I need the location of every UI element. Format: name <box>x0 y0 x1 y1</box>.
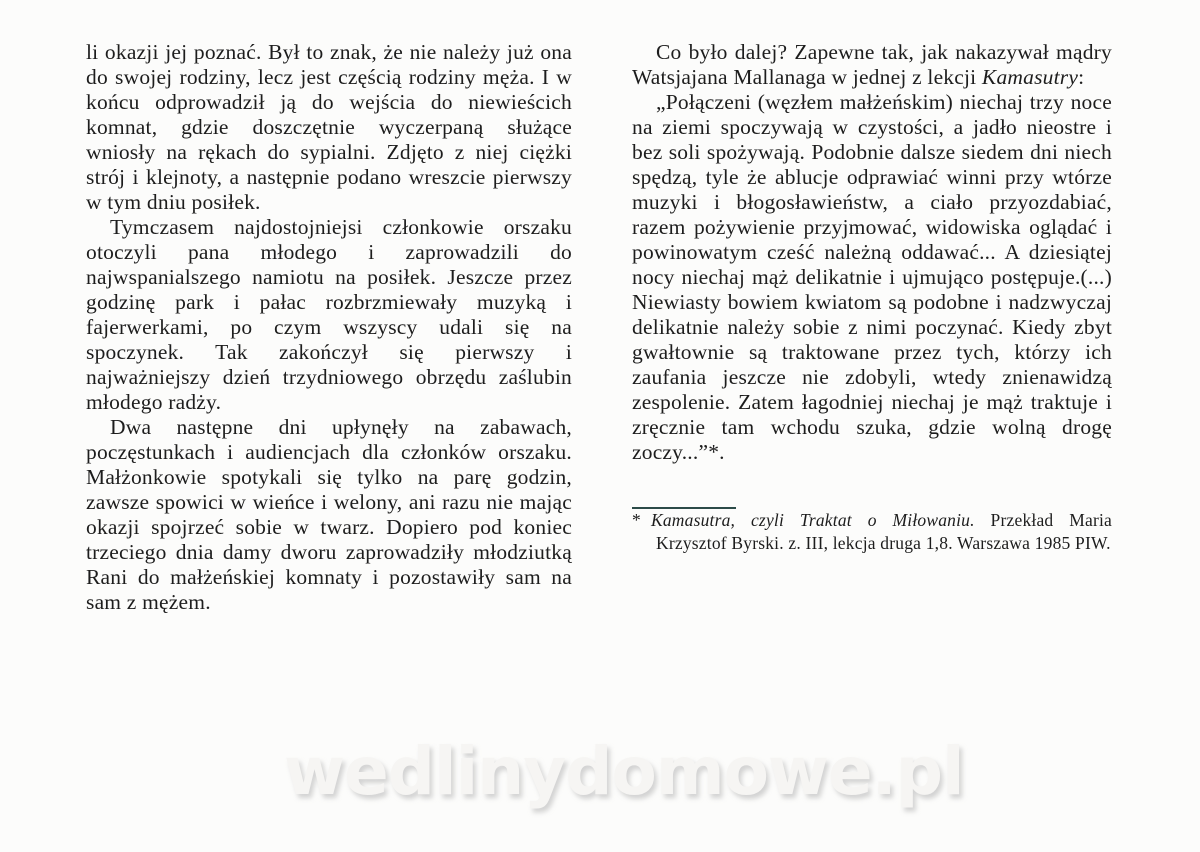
footnote-reference-text: Przekład Maria Krzysztof Byrski. z. III, lekcja druga 1,8. Warszawa 1985 PIW. <box>656 510 1112 553</box>
intro-text: Co było dalej? Zapewne tak, jak nakazywał mądry Watsjajana Mallanaga w jednej z lekcji <box>632 40 1112 89</box>
paragraph: Tymczasem najdostojniejsi członkowie orszaku otoczyli pana młodego i zaprowadzili do najwspanialszego namiotu na posiłek. Jeszcze przez godzinę park i pałac rozbrzmiewały muzyką i fajerwerkami, po czym wszyscy udali się na spoczynek. Tak zakończył się pierwszy i najważniejszy dzień trzydniowego obrzędu zaślubin młodego radży. <box>86 215 572 414</box>
right-text-column <box>632 40 1112 555</box>
book-title-italic: Kamasutry <box>981 65 1079 89</box>
footnote <box>632 509 1112 555</box>
watermark: wedlinydomowe.pl <box>284 733 964 810</box>
paragraph: Dwa następne dni upłynęły na zabawach, poczęstunkach i audiencjach dla członków orszaku. Małżonkowie spotykali się tylko na parę godzin, zawsze spowici w wieńce i welony, ani razu nie mając okazji spojrzeć sobie w twarz. Dopiero pod koniec trzeciego dnia damy dworu zaprowadziły młodziutką Rani do małżeńskiej komnaty i pozostawiły sam na sam z mężem. <box>86 415 572 614</box>
paragraph-continuation: li okazji jej poznać. Był to znak, że nie należy już ona do swojej rodziny, lecz jest częścią rodziny męża. I w końcu odprowadził ją do wejścia do niewieścich komnat, gdzie doszczętnie wyczerpaną służące wniosły na rękach do sypialni. Zdjęto z niej ciężki strój i klejnoty, a następnie podano wreszcie pierwszy w tym dniu posiłek. <box>86 40 572 214</box>
intro-colon: : <box>1078 65 1085 89</box>
paragraph-intro <box>632 40 1112 90</box>
left-text-column <box>86 40 572 615</box>
quote-paragraph: „Połączeni (węzłem małżeńskim) niechaj trzy noce na ziemi spoczywają w czystości, a jadło nieostre i bez soli spożywają. Podobnie dalsze siedem dni niech spędzą, tyle że ablucje odprawiać winni przy wtórze muzyki i błogosławieństw, a ciało przyozdabiać, razem pożywienie przyjmować, widowiska oglądać i powinowatym cześć należną oddawać... A dziesiątej nocy niechaj mąż delikatnie i ujmująco postępuje.(...) Niewiasty bowiem kwiatom są podobne i nadzwyczaj delikatnie należy sobie z nimi poczynać. Kiedy zbyt gwałtownie są traktowane przez tych, którzy ich zaufania jeszcze nie zdobyli, wtedy znienawidzą zespolenie. Zatem łagodniej niechaj je mąż traktuje i zręcznie tam wchodu szuka, gdzie wolną drogę zoczy...”*. <box>632 90 1112 464</box>
footnote-asterisk: * <box>632 510 641 530</box>
footnote-title-italic: Kamasutra, czyli Traktat o Miłowaniu. <box>650 510 975 530</box>
